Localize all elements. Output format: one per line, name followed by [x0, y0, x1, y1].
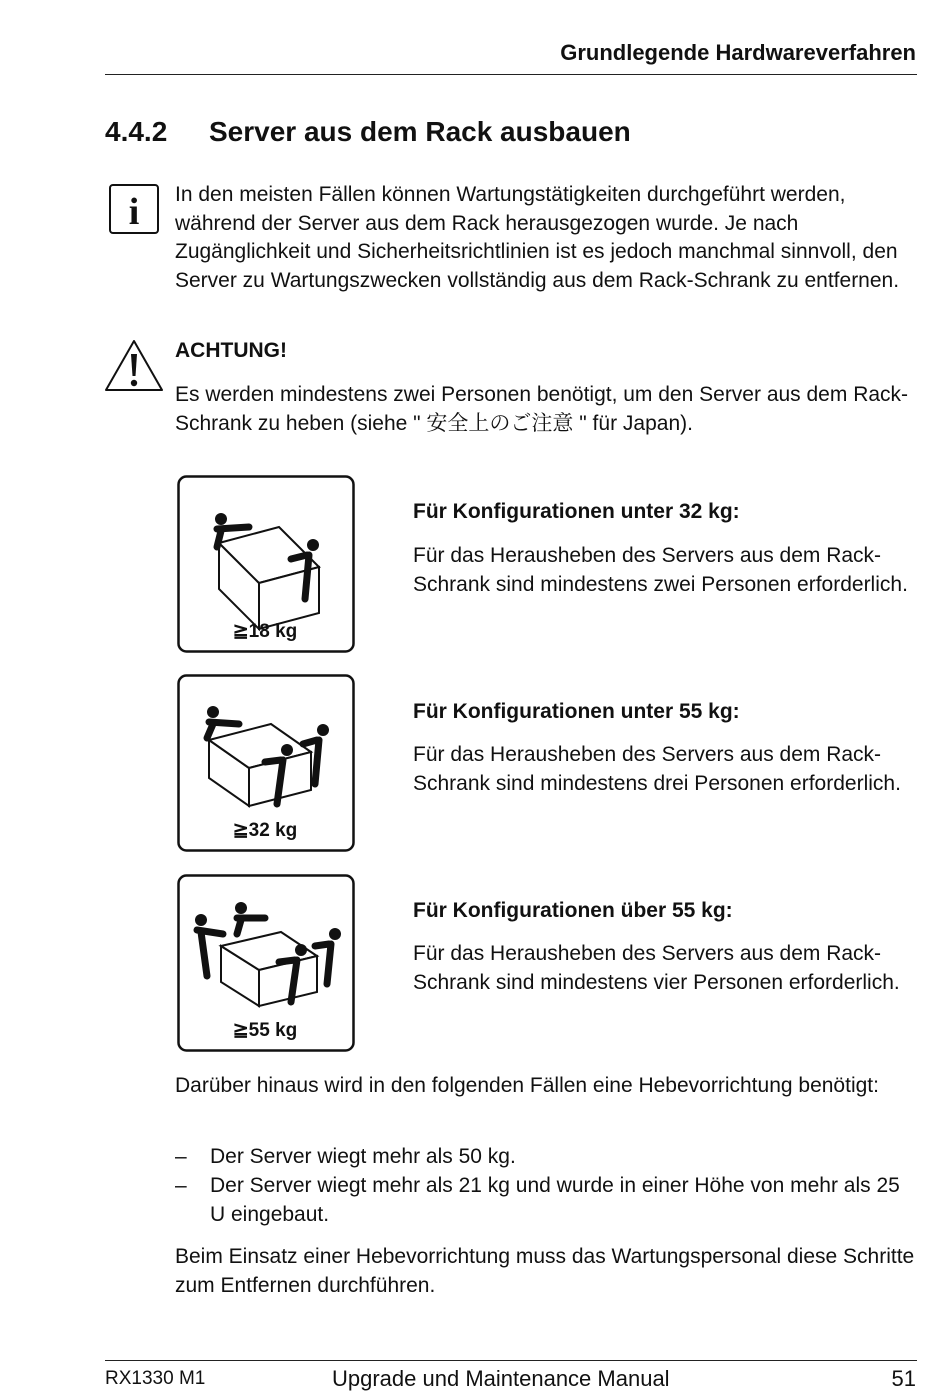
weight-label: ≧18 kg	[232, 621, 298, 642]
header-rule	[105, 74, 917, 75]
section-number: 4.4.2	[105, 116, 168, 147]
footer-model: RX1330 M1	[105, 1368, 206, 1389]
hoist-intro: Darüber hinaus wird in den folgenden Fällen eine Hebevorrichtung benötigt:	[175, 1074, 879, 1097]
closing-text: Beim Einsatz einer Hebevorrichtung muss das Wartungspersonal diese Schritte zum Entfernen durchführen.	[175, 1245, 915, 1297]
weight-label: ≧32 kg	[232, 820, 298, 841]
config-text: Für das Herausheben des Servers aus dem Rack-Schrank sind mindestens vier Personen erforderlich.	[413, 942, 900, 994]
list-item	[175, 1143, 915, 1172]
warning-triangle-icon	[103, 338, 165, 394]
list-item-text: Der Server wiegt mehr als 50 kg.	[210, 1145, 516, 1168]
three-person-lift-pictogram	[177, 674, 355, 852]
list-item	[175, 1172, 915, 1229]
list-dash: –	[175, 1174, 187, 1197]
warning-label: ACHTUNG!	[175, 339, 287, 362]
list-item-text: Der Server wiegt mehr als 21 kg und wurde in einer Höhe von mehr als 25 U eingebaut.	[210, 1174, 900, 1226]
footer-rule	[105, 1360, 917, 1361]
info-icon	[109, 184, 159, 234]
two-person-lift-pictogram	[177, 475, 355, 653]
info-icon-letter: i	[128, 191, 140, 233]
weight-label: ≧55 kg	[232, 1020, 298, 1041]
running-header: Grundlegende Hardwareverfahren	[560, 40, 916, 65]
footer-manual-title: Upgrade und Maintenance Manual	[332, 1366, 670, 1391]
section-heading	[105, 116, 631, 148]
warning-text: Es werden mindestens zwei Personen benötigt, um den Server aus dem Rack-Schrank zu heben (siehe " 安全上のご注意 " für Japan).	[175, 383, 909, 435]
page-number: 51	[891, 1366, 916, 1391]
config-text: Für das Herausheben des Servers aus dem Rack-Schrank sind mindestens zwei Personen erforderlich.	[413, 544, 908, 596]
info-note-text: In den meisten Fällen können Wartungstätigkeiten durchgeführt werden, während der Server aus dem Rack herausgezogen wurde. Je nach Zugänglichkeit und Sicherheitsrichtlinien ist es jedoch manchmal sinnvoll, den Server zu Wartungszwecken vollständig aus dem Rack-Schrank zu entfernen.	[175, 183, 900, 292]
four-person-lift-pictogram	[177, 874, 355, 1052]
list-dash: –	[175, 1145, 187, 1168]
config-title: Für Konfigurationen unter 32 kg:	[413, 500, 740, 523]
config-title: Für Konfigurationen unter 55 kg:	[413, 700, 740, 723]
config-text: Für das Herausheben des Servers aus dem Rack-Schrank sind mindestens drei Personen erforderlich.	[413, 743, 901, 795]
section-title: Server aus dem Rack ausbauen	[209, 116, 631, 147]
config-title: Für Konfigurationen über 55 kg:	[413, 899, 733, 922]
